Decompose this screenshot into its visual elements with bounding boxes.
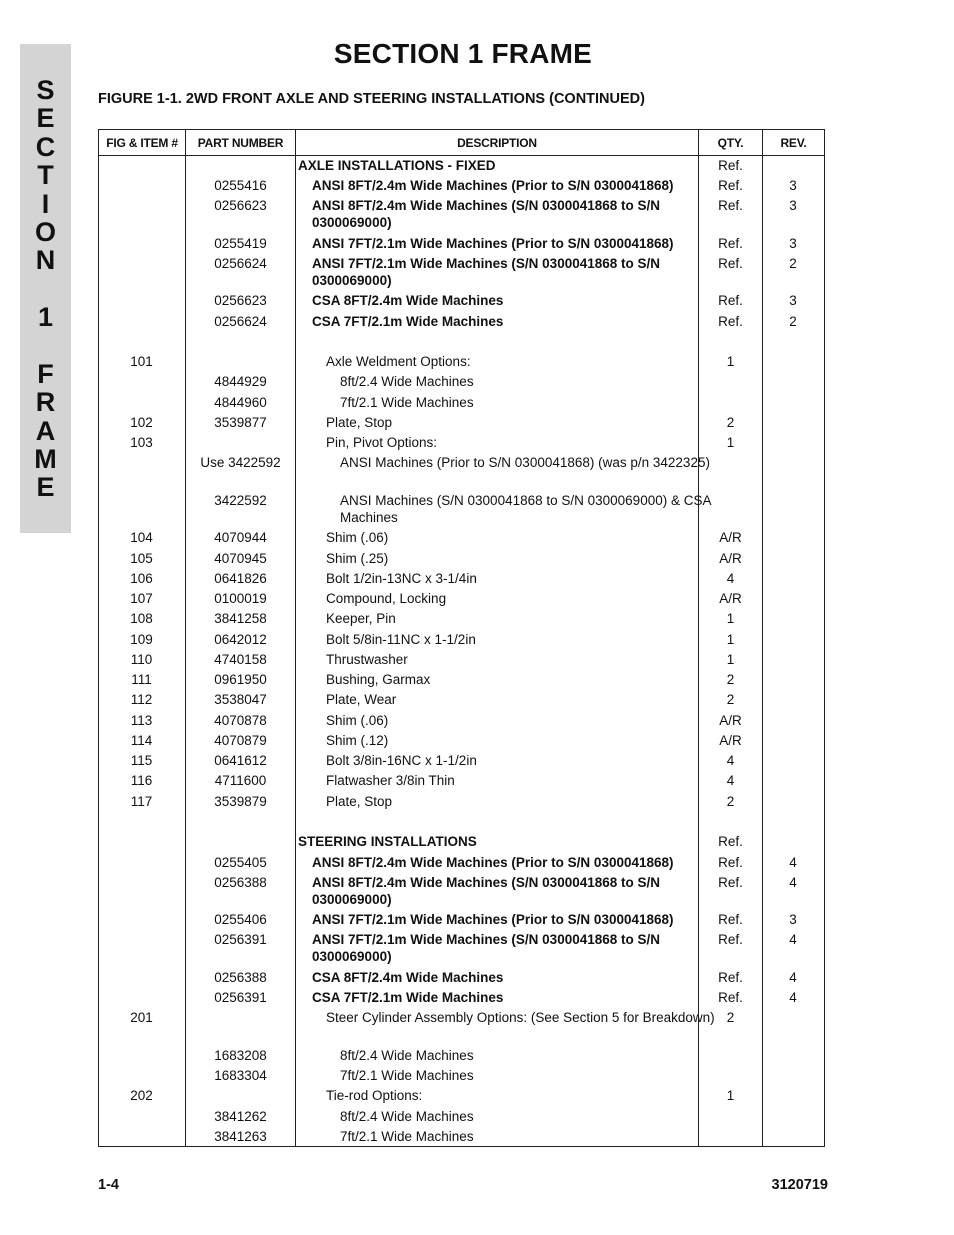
cell-description: 8ft/2.4 Wide Machines [340,1048,474,1063]
cell-part-number: 3422592 [214,493,267,508]
cell-fig-item: 115 [130,753,153,768]
cell-description: ANSI 8FT/2.4m Wide Machines (Prior to S/N 0300041868) [312,178,674,193]
cell-part-number: 3539877 [214,415,267,430]
cell-description: ANSI Machines (S/N 0300041868 to S/N 0300069000) & CSA Machines [340,493,711,525]
cell-description: Bolt 3/8in-16NC x 1-1/2in [326,753,477,768]
cell-description: Steer Cylinder Assembly Options: (See Section 5 for Breakdown) [326,1010,715,1025]
side-tab-letter: F [37,358,54,389]
cell-part-number: 0961950 [214,672,267,687]
cell-rev: 3 [789,293,797,308]
cell-fig-item: 113 [130,713,153,728]
cell-qty: 2 [726,692,735,707]
cell-description: Flatwasher 3/8in Thin [326,773,455,788]
cell-qty: Ref. [718,256,743,271]
header-rev: REV. [763,130,825,156]
cell-part-number: 0256623 [214,293,267,308]
cell-part-number: 0256391 [214,932,267,947]
cell-description: Shim (.25) [326,551,389,566]
cell-description: ANSI 7FT/2.1m Wide Machines (Prior to S/N 0300041868) [312,236,674,251]
cell-qty: A/R [719,713,742,728]
cell-description: Bolt 1/2in-13NC x 3-1/4in [326,571,477,586]
cell-fig-item: 107 [130,591,153,606]
cell-fig-item: 106 [130,571,153,586]
cell-part-number: 0255416 [214,178,267,193]
cell-description: Shim (.12) [326,733,389,748]
cell-description: ANSI 8FT/2.4m Wide Machines (S/N 0300041868 to S/N 0300069000) [312,875,661,907]
cell-qty: A/R [719,551,742,566]
cell-qty: A/R [719,591,742,606]
cell-qty: Ref. [718,158,743,173]
side-tab-letter: O [34,216,56,247]
side-tab-letter: S [36,75,55,105]
cell-fig-item: 201 [130,1010,153,1025]
cell-qty: Ref. [718,970,743,985]
cell-rev: 3 [789,198,797,213]
cell-description: 8ft/2.4 Wide Machines [340,1109,474,1124]
cell-fig-item: 102 [130,415,153,430]
cell-fig-item: 114 [130,733,153,748]
cell-part-number: 0256624 [214,256,267,271]
cell-rev: 4 [789,875,797,890]
side-tab-letter: 1 [37,302,54,333]
cell-qty: Ref. [718,314,743,329]
cell-part-number: 3538047 [214,692,267,707]
cell-fig-item: 101 [130,354,153,369]
side-tab-letter: I [41,188,50,219]
cell-rev: 2 [789,256,797,271]
side-tab-letters [20,76,71,502]
cell-part-number: 4844929 [214,374,267,389]
cell-fig-item: 112 [130,692,153,707]
cell-qty: 1 [726,354,735,369]
cell-description: Keeper, Pin [326,611,396,626]
cell-part-number: 1683208 [214,1048,267,1063]
section-side-tab [20,44,71,533]
cell-qty: 1 [726,611,735,626]
cell-qty: 1 [726,1088,735,1103]
header-part-number: PART NUMBER [186,130,296,156]
cell-part-number: 0255405 [214,855,267,870]
cell-description: Bolt 5/8in-11NC x 1-1/2in [326,632,476,647]
cell-description: ANSI 7FT/2.1m Wide Machines (S/N 0300041868 to S/N 0300069000) [312,256,661,288]
cell-part-number: 4711600 [214,773,267,788]
cell-part-number: 3841263 [214,1129,267,1144]
cell-fig-item: 111 [131,672,152,687]
cell-description: 7ft/2.1 Wide Machines [340,1129,474,1144]
cell-qty: 2 [726,794,735,809]
side-tab-letter: N [35,245,56,276]
cell-part-number: 3841262 [214,1109,267,1124]
cell-fig-item: 109 [130,632,153,647]
cell-description: STEERING INSTALLATIONS [298,834,477,849]
cell-qty: Ref. [718,912,743,927]
cell-qty: Ref. [718,932,743,947]
cell-qty: 2 [726,672,735,687]
side-tab-letter: M [34,444,57,475]
cell-rev: 4 [789,970,797,985]
cell-description: 7ft/2.1 Wide Machines [340,395,474,410]
cell-qty: 4 [726,753,735,768]
cell-fig-item: 105 [130,551,153,566]
cell-qty: 2 [726,415,735,430]
cell-description: ANSI 7FT/2.1m Wide Machines (S/N 0300041868 to S/N 0300069000) [312,932,661,964]
cell-part-number: 0642012 [214,632,267,647]
side-tab-letter: E [36,103,55,134]
cell-description: ANSI 8FT/2.4m Wide Machines (S/N 0300041868 to S/N 0300069000) [312,198,661,230]
cell-part-number: 0256388 [214,875,267,890]
cell-part-number: 0641826 [214,571,267,586]
side-tab-letter: A [35,415,56,446]
side-tab-letter: T [37,160,54,191]
cell-description: Thrustwasher [326,652,408,667]
cell-qty: A/R [719,733,742,748]
cell-fig-item: 104 [130,530,153,545]
cell-qty: Ref. [718,834,743,849]
cell-description: CSA 7FT/2.1m Wide Machines [312,990,504,1005]
cell-description: AXLE INSTALLATIONS - FIXED [298,158,496,173]
cell-description: Axle Weldment Options: [326,354,471,369]
cell-description: Shim (.06) [326,530,389,545]
cell-rev: 3 [789,236,797,251]
cell-description: 7ft/2.1 Wide Machines [340,1068,474,1083]
cell-part-number: 0256388 [214,970,267,985]
cell-part-number: 0255406 [214,912,267,927]
cell-part-number: 0256623 [214,198,267,213]
cell-qty: Ref. [718,875,743,890]
cell-description: ANSI Machines (Prior to S/N 0300041868) (was p/n 3422325) [340,455,710,470]
cell-qty: 1 [726,435,735,450]
cell-qty: 4 [726,773,735,788]
cell-description: CSA 8FT/2.4m Wide Machines [312,293,504,308]
cell-qty: Ref. [718,236,743,251]
cell-qty: 1 [726,652,735,667]
cell-description: CSA 7FT/2.1m Wide Machines [312,314,504,329]
cell-description: Pin, Pivot Options: [326,435,438,450]
cell-rev: 3 [789,178,797,193]
cell-part-number: 1683304 [214,1068,267,1083]
cell-qty: Ref. [718,293,743,308]
figure-title: FIGURE 1-1. 2WD FRONT AXLE AND STEERING INSTALLATIONS (CONTINUED) [98,91,645,107]
footer-doc-number: 3120719 [771,1177,828,1193]
cell-qty: A/R [719,530,742,545]
cell-part-number: 4070879 [214,733,267,748]
cell-qty: 1 [726,632,735,647]
cell-description: CSA 8FT/2.4m Wide Machines [312,970,504,985]
cell-qty: Ref. [718,855,743,870]
cell-description: ANSI 7FT/2.1m Wide Machines (Prior to S/N 0300041868) [312,912,674,927]
cell-description: 8ft/2.4 Wide Machines [340,374,474,389]
cell-qty: 2 [726,1010,735,1025]
cell-fig-item: 202 [130,1088,153,1103]
header-fig-item: FIG & ITEM # [99,130,186,156]
cell-part-number: 4070878 [214,713,267,728]
cell-part-number: 3539879 [214,794,267,809]
cell-part-number: 0256624 [214,314,267,329]
side-tab-letter: R [35,387,56,418]
cell-qty: Ref. [718,990,743,1005]
cell-part-number: 4844960 [214,395,267,410]
cell-part-number: 4070945 [214,551,267,566]
cell-fig-item: 116 [130,773,153,788]
cell-rev: 2 [789,314,797,329]
cell-description: Bushing, Garmax [326,672,431,687]
cell-qty: Ref. [718,198,743,213]
table-rows [98,130,824,1146]
footer-page-number: 1-4 [98,1177,119,1193]
cell-fig-item: 103 [130,435,153,450]
cell-fig-item: 108 [130,611,153,626]
cell-rev: 4 [789,855,797,870]
cell-part-number: 4740158 [214,652,267,667]
side-tab-letter: E [36,472,55,503]
side-tab-letter: C [35,131,56,162]
header-qty: QTY. [699,130,763,156]
cell-description: Shim (.06) [326,713,389,728]
header-description: DESCRIPTION [296,130,699,156]
cell-fig-item: 117 [130,794,153,809]
cell-qty: Ref. [718,178,743,193]
cell-part-number: 3841258 [214,611,267,626]
cell-part-number: Use 3422592 [200,455,281,470]
cell-description: Plate, Stop [326,415,393,430]
cell-part-number: 4070944 [214,530,267,545]
cell-rev: 4 [789,990,797,1005]
cell-part-number: 0641612 [214,753,267,768]
cell-qty: 4 [726,571,735,586]
cell-part-number: 0256391 [214,990,267,1005]
cell-rev: 3 [789,912,797,927]
page-title: SECTION 1 FRAME [333,38,593,69]
cell-part-number: 0100019 [214,591,267,606]
cell-description: Tie-rod Options: [326,1088,423,1103]
cell-fig-item: 110 [130,652,153,667]
cell-rev: 4 [789,932,797,947]
cell-part-number: 0255419 [214,236,267,251]
cell-description: Plate, Wear [326,692,397,707]
cell-description: Plate, Stop [326,794,393,809]
cell-description: Compound, Locking [326,591,447,606]
cell-description: ANSI 8FT/2.4m Wide Machines (Prior to S/N 0300041868) [312,855,674,870]
